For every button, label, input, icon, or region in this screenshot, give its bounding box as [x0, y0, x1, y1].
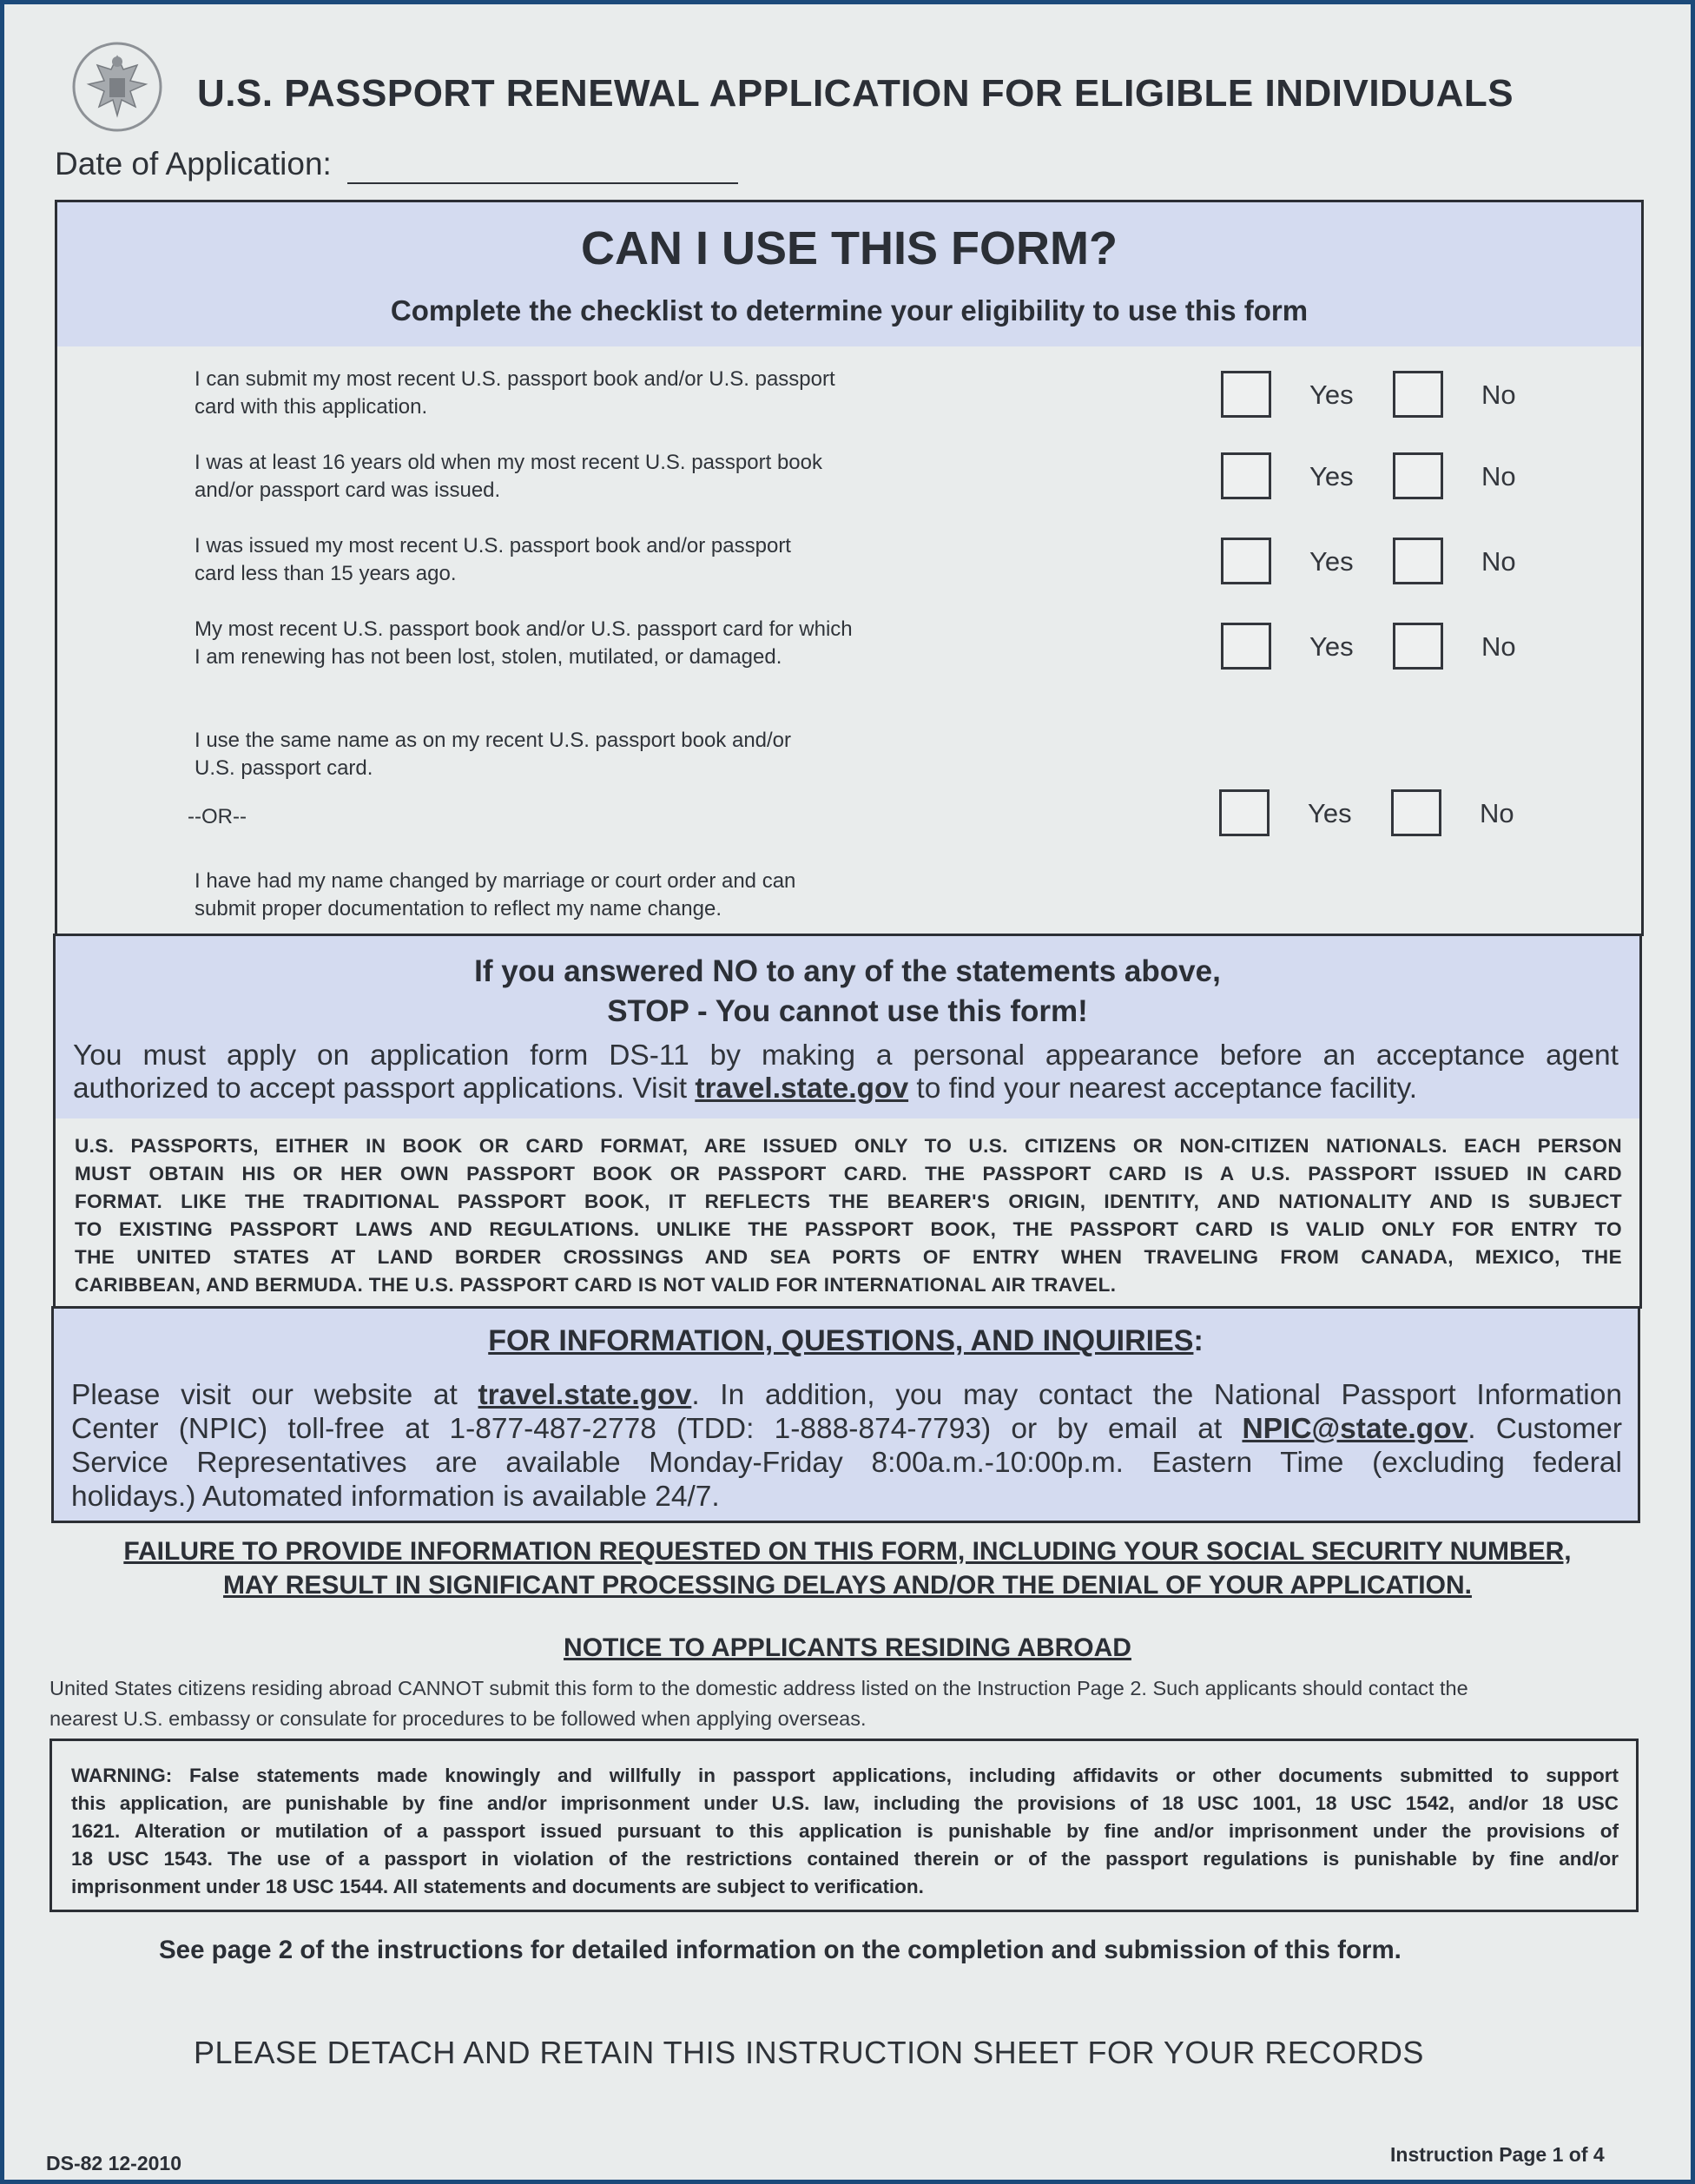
detach-instruction: PLEASE DETACH AND RETAIN THIS INSTRUCTION SHEET FOR YOUR RECORDS [194, 2035, 1424, 2070]
checklist-2-no-checkbox[interactable] [1393, 452, 1443, 499]
checklist-item-1: I can submit my most recent U.S. passport book and/or U.S. passport card with this application. [195, 367, 835, 419]
checklist-4-yes-checkbox[interactable] [1221, 623, 1271, 670]
stop-para-2: authorized to accept passport applications. Visit travel.state.gov to find your nearest acceptance facility. [73, 1072, 1418, 1105]
page-number: Instruction Page 1 of 4 [1390, 2143, 1605, 2166]
eligibility-heading: CAN I USE THIS FORM? [581, 222, 1118, 274]
checklist-1-no-label: No [1481, 379, 1516, 410]
form-number: DS-82 12-2010 [46, 2152, 181, 2174]
eligibility-subheading: Complete the checklist to determine your eligibility to use this form [390, 294, 1309, 327]
checklist-4-no-label: No [1481, 631, 1516, 662]
checklist-3-yes-checkbox[interactable] [1221, 538, 1271, 584]
checklist-5-no-checkbox[interactable] [1391, 789, 1441, 836]
information-box [51, 1306, 1640, 1523]
info-line-4: holidays.) Automated information is available 24/7. [71, 1481, 720, 1513]
travel-state-gov-link[interactable]: travel.state.gov [695, 1072, 909, 1105]
abroad-notice-title: NOTICE TO APPLICANTS RESIDING ABROAD [564, 1633, 1131, 1662]
page-title: U.S. PASSPORT RENEWAL APPLICATION FOR ELIGIBLE INDIVIDUALS [197, 72, 1514, 115]
eligibility-checklist [55, 346, 1644, 936]
checklist-item-4: My most recent U.S. passport book and/or U.S. passport card for which I am renewing has not been lost, stolen, mutilated, or damaged. [195, 617, 853, 669]
info-line-1: Please visit our website at travel.state.gov. In addition, you may contact the National Passport Information [71, 1379, 1622, 1411]
checklist-5-yes-label: Yes [1308, 798, 1352, 828]
checklist-5-no-label: No [1480, 798, 1514, 828]
checklist-4-no-checkbox[interactable] [1393, 623, 1443, 670]
checklist-item-5-alt: I have had my name changed by marriage or court order and can submit proper documentation to reflect my name change. [195, 869, 796, 920]
stop-para-1: You must apply on application form DS-11 by making a personal appearance before an acceptance agent [73, 1039, 1619, 1072]
checklist-3-yes-label: Yes [1309, 546, 1354, 577]
checklist-2-no-label: No [1481, 461, 1516, 492]
info-line-2: Center (NPIC) toll-free at 1-877-487-2778 (TDD: 1-888-874-7793) or by email at NPIC@state.gov. Customer [71, 1413, 1622, 1445]
checklist-3-no-label: No [1481, 546, 1516, 577]
checklist-3-no-checkbox[interactable] [1393, 538, 1443, 584]
info-travel-link[interactable]: travel.state.gov [478, 1379, 692, 1411]
eligibility-header [55, 200, 1644, 349]
checklist-1-yes-checkbox[interactable] [1221, 371, 1271, 418]
failure-notice: FAILURE TO PROVIDE INFORMATION REQUESTED ON THIS FORM, INCLUDING YOUR SOCIAL SECURITY NUMBER, MAY RESULT IN SIGNIFICANT PROCESSING DELAYS AND/OR THE DENIAL OF YOUR APPLICATION. [123, 1537, 1572, 1600]
stop-line-1: If you answered NO to any of the statements above, [474, 954, 1221, 988]
checklist-item-2: I was at least 16 years old when my most recent U.S. passport book and/or passport card was issued. [195, 451, 822, 502]
checklist-1-yes-label: Yes [1309, 379, 1354, 410]
npic-email-link[interactable]: NPIC@state.gov [1242, 1413, 1468, 1445]
see-page-note: See page 2 of the instructions for detailed information on the completion and submission of this form. [159, 1936, 1402, 1964]
checklist-item-5-or: --OR-- [188, 805, 247, 828]
info-line-3: Service Representatives are available Monday-Friday 8:00a.m.-10:00p.m. Eastern Time (excluding federal [71, 1447, 1622, 1479]
stop-line-2: STOP - You cannot use this form! [607, 994, 1088, 1028]
checklist-1-no-checkbox[interactable] [1393, 371, 1443, 418]
stop-notice [53, 934, 1642, 1121]
checklist-2-yes-label: Yes [1309, 461, 1354, 492]
date-of-application-label: Date of Application: [55, 146, 332, 181]
form-page [4, 4, 1691, 2180]
abroad-notice-text: United States citizens residing abroad CANNOT submit this form to the domestic address listed on the Instruction Page 2. Such applicants should contact the nearest U.S. embassy or consulate for procedures to be followed when applying overseas. [49, 1677, 1468, 1730]
citizenship-notice: U.S. PASSPORTS, EITHER IN BOOK OR CARD FORMAT, ARE ISSUED ONLY TO U.S. CITIZENS OR NON-CITIZEN NATIONALS. EACH PERSON MUST OBTAIN HIS OR HER OWN PASSPORT BOOK OR PASSPORT CARD. THE PASSPORT CARD IS A U.S. PASSPORT ISSUED IN CARD FORMAT. LIKE THE TRADITIONAL PASSPORT BOOK, IT REFLECTS THE BEARER'S ORIGIN, IDENTITY, AND NATIONALITY AND IS SUBJECT TO EXISTING PASSPORT LAWS AND REGULATIONS. UNLIKE THE PASSPORT BOOK, THE PASSPORT CARD IS VALID ONLY FOR ENTRY TO THE UNITED STATES AT LAND BORDER CROSSINGS AND SEA PORTS OF ENTRY WHEN TRAVELING FROM CANADA, MEXICO, THE CARIBBEAN, AND BERMUDA. THE U.S. PASSPORT CARD IS NOT VALID FOR INTERNATIONAL AIR TRAVEL. [53, 1118, 1642, 1309]
checklist-5-yes-checkbox[interactable] [1219, 789, 1270, 836]
checklist-item-5: I use the same name as on my recent U.S. passport book and/or U.S. passport card. [195, 729, 792, 780]
info-title: FOR INFORMATION, QUESTIONS, AND INQUIRIES: [488, 1324, 1204, 1357]
date-of-application-field[interactable] [347, 182, 738, 184]
great-seal-icon [69, 39, 165, 135]
checklist-item-3: I was issued my most recent U.S. passport book and/or passport card less than 15 years ago. [195, 534, 791, 585]
checklist-4-yes-label: Yes [1309, 631, 1354, 662]
warning-box: WARNING: False statements made knowingly and willfully in passport applications, including affidavits or other documents submitted to support this application, are punishable by fine and/or imprisonment under U.S. law, including the provisions of 18 USC 1001, 18 USC 1542, and/or 18 USC 1621. Alteration or mutilation of a passport issued pursuant to this application is punishable by fine and/or imprisonment under the provisions of 18 USC 1543. The use of a passport in violation of the restrictions contained therein or of the passport regulations is punishable by fine and/or imprisonment under 18 USC 1544. All statements and documents are subject to verification. [49, 1739, 1639, 1912]
checklist-2-yes-checkbox[interactable] [1221, 452, 1271, 499]
